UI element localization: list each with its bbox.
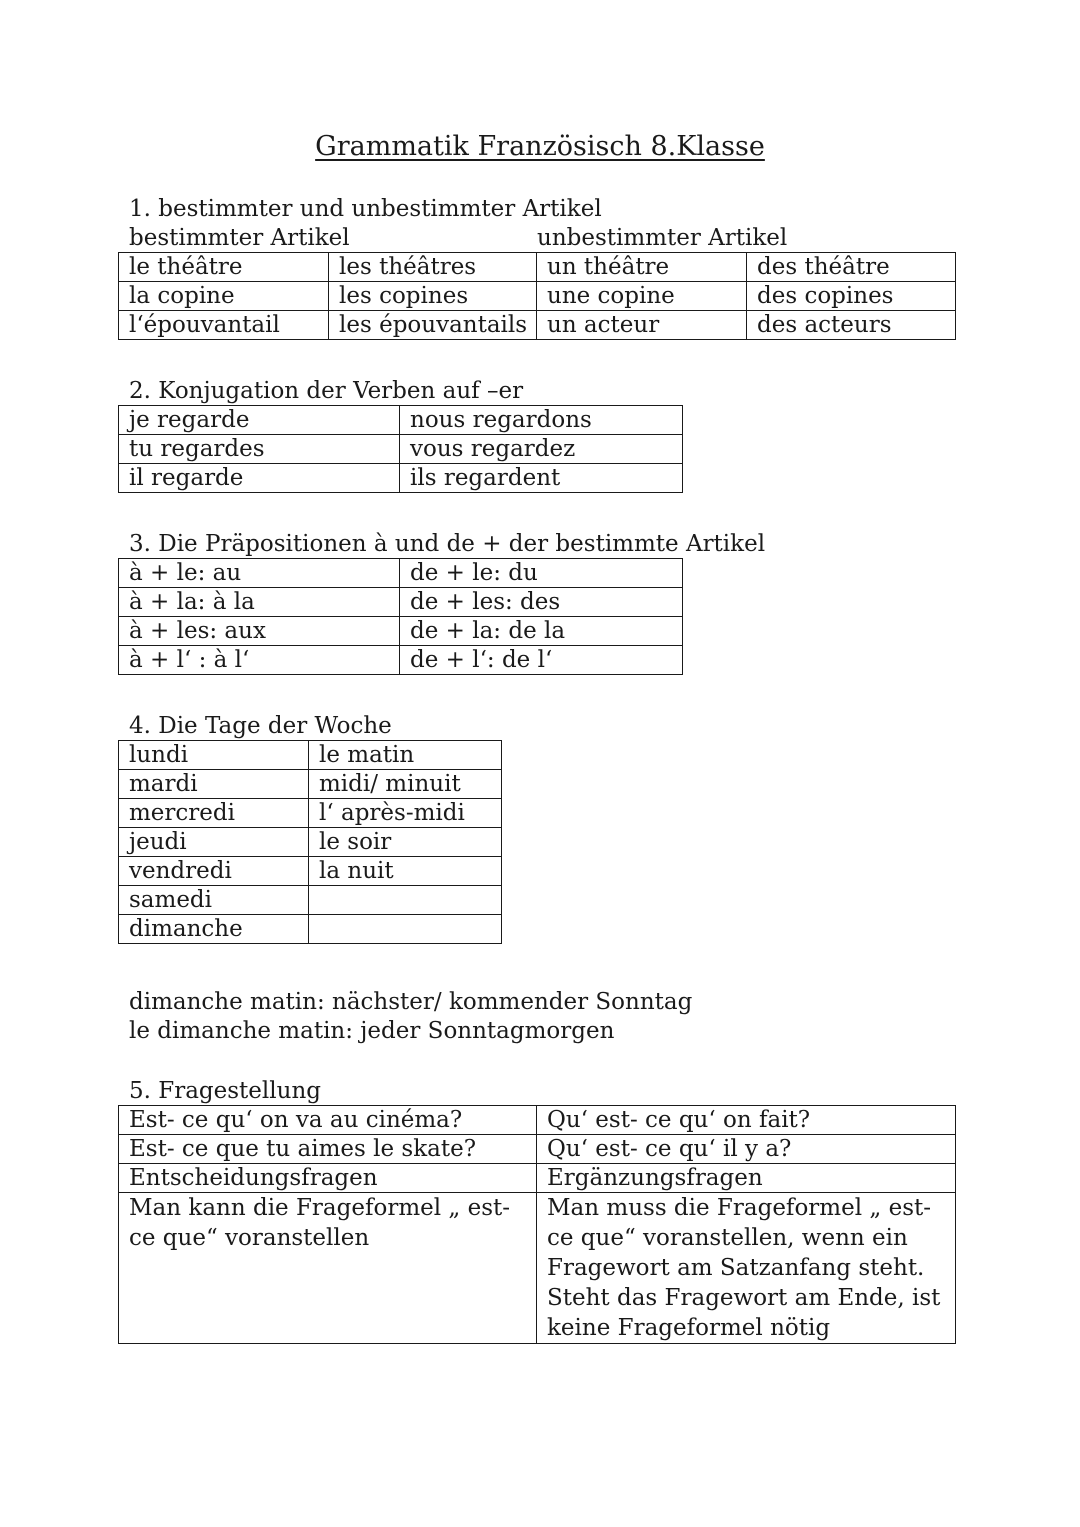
table-row: [119, 559, 683, 588]
label-indefinite-article: unbestimmter Artikel: [537, 225, 788, 251]
table-cell: mardi: [119, 770, 309, 799]
table-cell: Entscheidungsfragen: [119, 1164, 537, 1193]
table-row: [119, 311, 956, 340]
section4-heading: 4. Die Tage der Woche: [129, 713, 392, 739]
table-row: [119, 741, 502, 770]
table-row: [119, 464, 683, 493]
table-cell: à + les: aux: [119, 617, 400, 646]
table-cell: les théâtres: [329, 253, 537, 282]
table-cell: à + l‘ : à l‘: [119, 646, 400, 675]
table-cell: à + le: au: [119, 559, 400, 588]
table-cell: je regarde: [119, 406, 400, 435]
table-row: [119, 915, 502, 944]
table-cell: une copine: [537, 282, 747, 311]
table-row: [119, 588, 683, 617]
table-row: [119, 1164, 956, 1193]
table-cell: Qu‘ est- ce qu‘ on fait?: [537, 1106, 956, 1135]
table-row: [119, 886, 502, 915]
label-definite-article: bestimmter Artikel: [129, 225, 350, 251]
table-row: [119, 253, 956, 282]
table-cell: la copine: [119, 282, 329, 311]
table-cell: il regarde: [119, 464, 400, 493]
questions-table: [118, 1105, 956, 1344]
table-cell: les copines: [329, 282, 537, 311]
table-cell: de + les: des: [400, 588, 683, 617]
page-title: Grammatik Französisch 8.Klasse: [315, 131, 765, 162]
table-cell: jeudi: [119, 828, 309, 857]
article-table: [118, 252, 956, 340]
table-cell: l‘épouvantail: [119, 311, 329, 340]
conjugation-table: [118, 405, 683, 493]
table-row: [119, 1193, 956, 1344]
table-cell: Ergänzungsfragen: [537, 1164, 956, 1193]
table-cell: de + l‘: de l‘: [400, 646, 683, 675]
table-cell: lundi: [119, 741, 309, 770]
table-row: [119, 282, 956, 311]
section5-heading: 5. Fragestellung: [129, 1078, 321, 1104]
table-cell: des acteurs: [747, 311, 956, 340]
table-row: [119, 435, 683, 464]
table-row: [119, 1106, 956, 1135]
table-cell: [309, 915, 502, 944]
table-cell: l‘ après-midi: [309, 799, 502, 828]
table-row: [119, 828, 502, 857]
table-cell: le soir: [309, 828, 502, 857]
table-cell: des théâtre: [747, 253, 956, 282]
table-cell: des copines: [747, 282, 956, 311]
note-every-sunday: le dimanche matin: jeder Sonntagmorgen: [129, 1018, 615, 1044]
table-row: [119, 857, 502, 886]
section2-heading: 2. Konjugation der Verben auf –er: [129, 378, 524, 404]
table-cell: de + la: de la: [400, 617, 683, 646]
table-cell: un théâtre: [537, 253, 747, 282]
table-cell: ils regardent: [400, 464, 683, 493]
table-cell: vendredi: [119, 857, 309, 886]
table-cell: la nuit: [309, 857, 502, 886]
table-row: [119, 406, 683, 435]
table-cell: de + le: du: [400, 559, 683, 588]
table-row: [119, 646, 683, 675]
table-cell: Est- ce qu‘ on va au cinéma?: [119, 1106, 537, 1135]
table-cell: vous regardez: [400, 435, 683, 464]
table-row: [119, 799, 502, 828]
note-next-sunday: dimanche matin: nächster/ kommender Sonntag: [129, 989, 693, 1015]
table-cell: samedi: [119, 886, 309, 915]
table-row: [119, 617, 683, 646]
weekdays-table: [118, 740, 502, 944]
table-cell: Man muss die Frageformel „ est- ce que“ voranstellen, wenn ein Fragewort am Satzanfang steht. Steht das Fragewort am Ende, ist keine Frageformel nötig: [537, 1193, 956, 1344]
table-row: [119, 770, 502, 799]
table-cell: le théâtre: [119, 253, 329, 282]
table-cell: mercredi: [119, 799, 309, 828]
table-cell: dimanche: [119, 915, 309, 944]
table-cell: à + la: à la: [119, 588, 400, 617]
table-cell: Man kann die Frageformel „ est- ce que“ voranstellen: [119, 1193, 537, 1344]
preposition-table: [118, 558, 683, 675]
section3-heading: 3. Die Präpositionen à und de + der bestimmte Artikel: [129, 531, 766, 557]
table-cell: Qu‘ est- ce qu‘ il y a?: [537, 1135, 956, 1164]
table-cell: [309, 886, 502, 915]
table-row: [119, 1135, 956, 1164]
table-cell: le matin: [309, 741, 502, 770]
table-cell: Est- ce que tu aimes le skate?: [119, 1135, 537, 1164]
table-cell: midi/ minuit: [309, 770, 502, 799]
table-cell: les épouvantails: [329, 311, 537, 340]
section1-heading: 1. bestimmter und unbestimmter Artikel: [129, 196, 602, 222]
table-cell: tu regardes: [119, 435, 400, 464]
table-cell: nous regardons: [400, 406, 683, 435]
table-cell: un acteur: [537, 311, 747, 340]
